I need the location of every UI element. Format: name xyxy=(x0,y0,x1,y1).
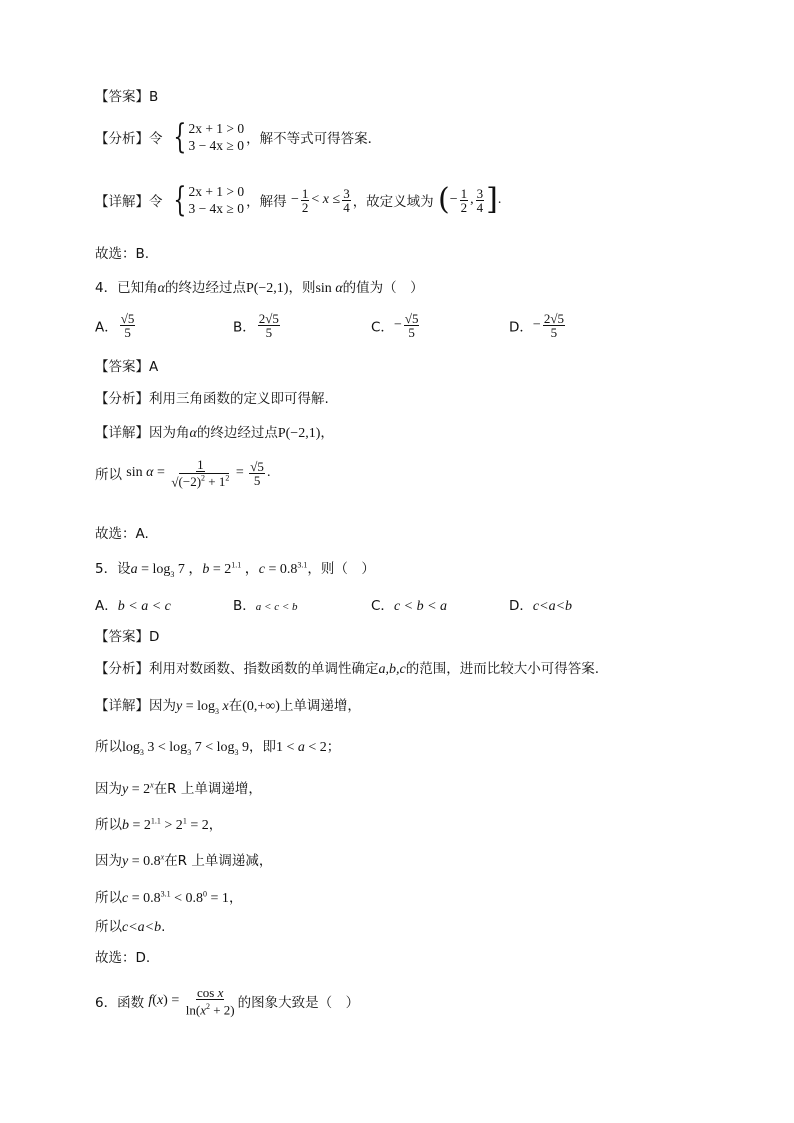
answer-value: B xyxy=(149,89,159,105)
q5-line-5 xyxy=(95,886,242,907)
stem-pre: 6．函数 xyxy=(95,995,145,1012)
line-prefix: 所以 xyxy=(95,817,122,833)
detail-text-2: 上单调递增， xyxy=(279,698,361,714)
q5-stem xyxy=(95,557,375,579)
q3-analysis xyxy=(95,117,382,157)
q4-analysis xyxy=(95,387,329,407)
option-denominator: 5 xyxy=(550,325,558,340)
q4-option-b[interactable] xyxy=(233,312,282,339)
line-prefix: 所以 xyxy=(95,890,122,906)
q5-option-d[interactable] xyxy=(509,594,572,615)
analysis-post: ，解不等式可得答案． xyxy=(246,131,382,147)
option-sign: − xyxy=(532,317,541,333)
line-mid: ，即 xyxy=(248,739,276,755)
line-prefix: 所以 xyxy=(95,919,122,935)
c-compare: $c = 0.8^{3.1} < 0.8^0 = 1$ xyxy=(122,889,229,906)
detail-label: 【详解】 xyxy=(95,194,149,210)
line-post: ， xyxy=(208,817,223,833)
q5-line-3 xyxy=(95,813,222,834)
so-prefix: 所以 xyxy=(95,467,122,484)
q6-stem xyxy=(95,986,359,1016)
alpha-symbol: α xyxy=(189,426,197,441)
line-prefix: 所以 xyxy=(95,739,122,755)
analysis-text-1: 利用对数函数、指数函数的单调性确定 xyxy=(149,661,379,677)
analysis-text-2: 的范围，进而比较大小可得答案. xyxy=(405,661,600,677)
detail-text-1: 因为角 xyxy=(149,425,190,441)
option-letter: A． xyxy=(95,598,118,614)
stem-post: 的图象大致是（ ） xyxy=(237,995,360,1012)
point-p: P(−2,1) xyxy=(277,426,321,441)
q4-sin-formula xyxy=(95,458,270,488)
line-prefix: 因为 xyxy=(95,781,122,797)
alpha-symbol: α xyxy=(157,281,165,296)
analysis-label: 【分析】 xyxy=(95,391,149,407)
q4-option-d[interactable] xyxy=(509,312,567,339)
q3-detail xyxy=(95,180,502,220)
q4-conclusion: 故选：A. xyxy=(95,526,149,542)
line-prefix: 因为 xyxy=(95,853,122,869)
answer-label: 【答案】 xyxy=(95,629,149,645)
q4-option-c[interactable] xyxy=(371,312,421,339)
option-letter: D． xyxy=(509,598,533,614)
option-numerator: 2√5 xyxy=(258,311,279,326)
point-p: P(−2,1) xyxy=(245,281,289,296)
analysis-pre: 令 xyxy=(149,131,163,147)
detail-mid-1: ，解得 xyxy=(246,194,287,210)
detail-text-3: ， xyxy=(320,425,334,441)
option-letter: B． xyxy=(233,319,256,336)
detail-text-2: 的终边经过点 xyxy=(196,425,278,441)
q4-detail xyxy=(95,421,334,442)
q5-option-a[interactable] xyxy=(95,594,171,615)
system-line-2: 3 − 4x ≥ 0 xyxy=(188,201,244,216)
answer-value: A xyxy=(149,359,159,375)
line-post: 在R 上单调递减， xyxy=(164,853,273,869)
option-denominator: 5 xyxy=(265,325,273,340)
solution-inequality: − $\frac{1}{2}$ < x ≤ $\frac{3}{4}$ xyxy=(290,185,350,215)
domain-interval: (− $\frac{1}{2}$ , $\frac{3}{4}$ ]. xyxy=(437,182,502,217)
analysis-label: 【分析】 xyxy=(95,661,149,677)
detail-pre: 令 xyxy=(149,194,163,210)
option-text: c < b < a xyxy=(393,599,448,614)
option-sign: − xyxy=(393,317,402,333)
line-post: ； xyxy=(326,739,341,755)
q4-answer xyxy=(95,355,158,375)
q5-conclusion: 故选：D. xyxy=(95,950,151,966)
q5-definitions: $a = \log_3 7$ ，$b = 2^{1.1}$ ，$c = 0.8^{3.1}$ xyxy=(130,560,308,579)
q5-detail xyxy=(95,694,361,716)
detail-mid-2: ，故定义域为 xyxy=(352,194,434,210)
option-letter: D． xyxy=(509,319,533,336)
answer-label: 【答案】 xyxy=(95,359,149,375)
q3-answer xyxy=(95,85,158,105)
option-text: a < c < b xyxy=(255,601,298,613)
option-text: c<a<b xyxy=(532,599,573,614)
function-definition: f(x) = $\frac{\text{cos x}}{\ln(x^2 + 2)}$ xyxy=(148,985,235,1018)
detail-text-1: 因为 xyxy=(149,698,176,714)
stem-pre: 5．设 xyxy=(95,561,131,577)
stem-post: 的值为（ ） xyxy=(342,280,424,296)
option-denominator: 5 xyxy=(408,325,415,340)
exp-function: $y = 2^x$ xyxy=(122,780,154,797)
q5-line-2 xyxy=(95,777,262,798)
q5-line-6 xyxy=(95,915,165,936)
log-function: $y = \log_3 x$ xyxy=(176,699,229,716)
final-order: c<a<b xyxy=(122,920,162,935)
q3-conclusion: 故选：B. xyxy=(95,246,150,262)
stem-post: ，则（ ） xyxy=(307,561,375,577)
option-letter: C． xyxy=(371,598,394,614)
answer-value: D xyxy=(149,629,160,645)
q5-answer xyxy=(95,625,159,645)
option-letter: B． xyxy=(233,598,256,614)
sin-formula: sin α = $\frac{1}{√(-2)^2 + 1^2}$ = $\frac{√5}{5}$ . xyxy=(126,457,271,490)
inequality-system: { 2x + 1 > 0 3 − 4x ≥ 0 xyxy=(173,117,245,157)
exp-function-2: $y = 0.8^x$ xyxy=(122,852,165,869)
q4-option-a[interactable] xyxy=(95,312,137,339)
analysis-vars: a,b,c xyxy=(378,662,406,677)
sin-alpha: sin α xyxy=(315,281,343,296)
system-line-1: 2x + 1 > 0 xyxy=(188,184,245,199)
option-numerator: √5 xyxy=(404,311,419,326)
q4-stem xyxy=(95,276,424,297)
inequality-system: { 2x + 1 > 0 3 − 4x ≥ 0 xyxy=(173,180,245,220)
interval: (0,+∞) xyxy=(242,699,280,714)
option-letter: A． xyxy=(95,319,118,336)
stem-pre: 4．已知角 xyxy=(95,280,158,296)
option-text: b < a < c xyxy=(117,599,171,614)
q5-line-1 xyxy=(95,735,340,757)
line-post: . xyxy=(161,919,166,935)
q5-line-4 xyxy=(95,849,272,870)
option-numerator: 2√5 xyxy=(543,311,564,326)
system-line-1: 2x + 1 > 0 xyxy=(188,121,245,136)
option-numerator: √5 xyxy=(120,311,135,326)
line-post: ， xyxy=(228,890,243,906)
option-denominator: 5 xyxy=(124,325,131,340)
option-letter: C． xyxy=(371,319,394,336)
detail-label: 【详解】 xyxy=(95,425,149,441)
q5-option-b[interactable] xyxy=(233,594,298,614)
a-range: 1 < a < 2 xyxy=(275,740,327,755)
detail-label: 【详解】 xyxy=(95,698,149,714)
q5-option-c[interactable] xyxy=(371,594,447,615)
analysis-text: 利用三角函数的定义即可得解. xyxy=(149,391,329,407)
stem-mid-2: ，则 xyxy=(288,280,316,296)
in-word: 在 xyxy=(228,698,243,714)
log-compare: $\log_3 3 < \log_3 7 < \log_3 9$ xyxy=(122,740,249,757)
system-line-2: 3 − 4x ≥ 0 xyxy=(188,138,244,153)
q5-analysis xyxy=(95,657,599,678)
analysis-label: 【分析】 xyxy=(95,131,149,147)
answer-label: 【答案】 xyxy=(95,89,149,105)
stem-mid: 的终边经过点 xyxy=(164,280,246,296)
line-post: 在R 上单调递增， xyxy=(153,781,262,797)
b-compare: $b = 2^{1.1} > 2^1 = 2$ xyxy=(122,816,209,833)
